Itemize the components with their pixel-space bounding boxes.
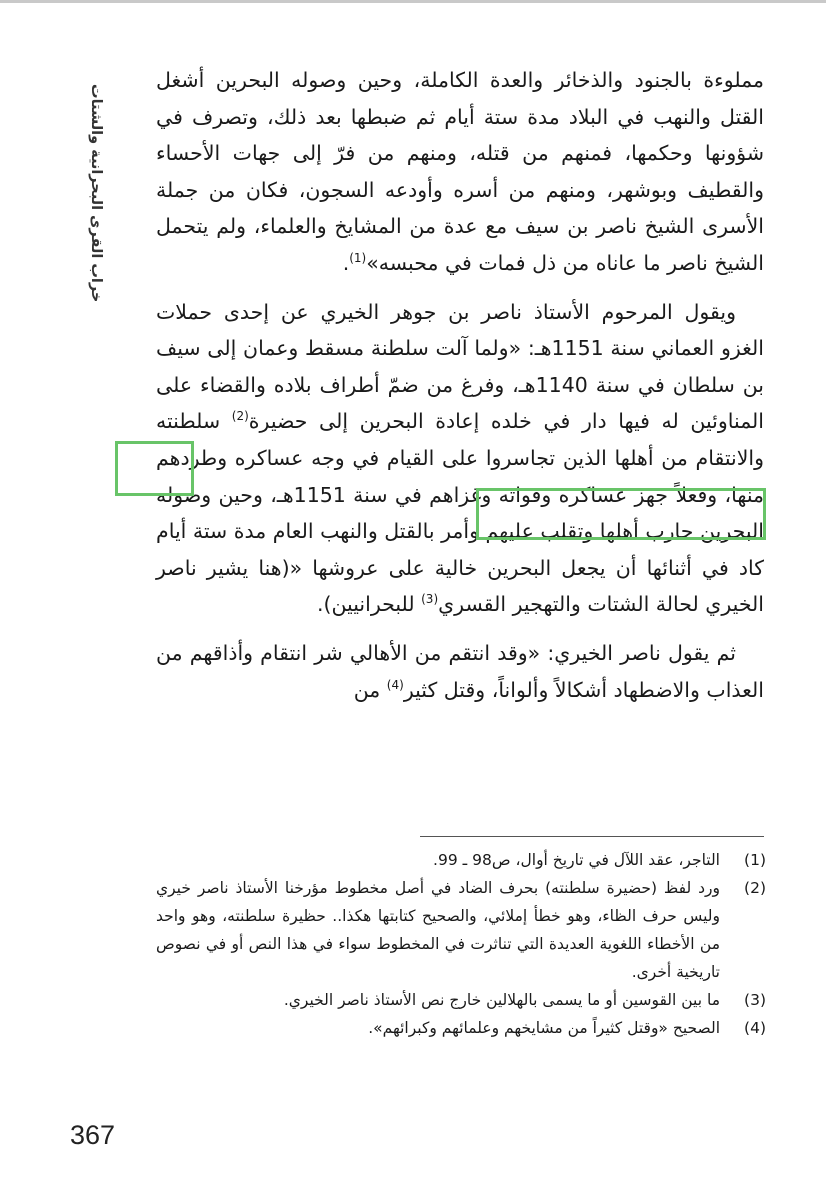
- footnote-3: [156, 986, 766, 1014]
- footnote-number: (2): [744, 879, 766, 897]
- footnotes: [156, 846, 766, 1042]
- paragraph-3-text-a: ثم يقول ناصر الخيري: «وقد انتقم من الأهالي شر انتقام وأذاقهم من العذاب والاضطهاد أشكالاً وألواناً، وقتل كثير: [156, 640, 764, 702]
- footnote-ref-1[interactable]: (1): [349, 251, 367, 266]
- footnote-1: [156, 846, 766, 874]
- footnote-text: ما بين القوسين أو ما يسمى بالهلالين خارج نص الأستاذ ناصر الخيري.: [283, 991, 720, 1009]
- footnote-ref-2[interactable]: (2): [231, 409, 249, 424]
- footnote-text: التاجر، عقد اللآل في تاريخ أوال، ص98 ـ 99.: [433, 851, 720, 869]
- footnote-text: ورد لفظ (حضيرة سلطنته) بحرف الضاد في أصل مخطوط مؤرخنا الأستاذ ناصر خيري وليس حرف الظاء، وهو خطأ إملائي، والصحيح كتابتها هكذا.. حظيرة سلطنته، وهو واحد من الأخطاء اللغوية العديدة التي تناثرت في المخطوط سواء في هذا النص أو في نصوص تاريخية أخرى.: [156, 879, 720, 981]
- footnote-separator: [420, 836, 764, 837]
- page-number: 367: [70, 1120, 116, 1150]
- paragraph-3: [156, 635, 764, 708]
- paragraph-2-text-a: ويقول المرحوم الأستاذ ناصر بن جوهر الخيري عن إحدى حملات الغزو العماني سنة 1151هـ: «ولما آلت سلطنة مسقط وعمان إلى سيف بن سلطان في سنة 1140هـ، وفرغ من ضمّ أطراف بلاده والقضاء على المناوئين له فيها دار في خلده إعادة البحرين إلى حضيرة: [156, 299, 764, 434]
- footnote-text: الصحيح «وقتل كثيراً من مشايخهم وعلمائهم وكبرائهم».: [368, 1019, 720, 1037]
- paragraph-2-text-c: للبحرانيين).: [316, 592, 422, 617]
- main-text: [156, 62, 764, 708]
- paragraph-3-text-b: من: [353, 677, 387, 702]
- paragraph-1: [156, 62, 764, 282]
- paragraph-2: [156, 294, 764, 623]
- paragraph-2-text-b: سلطنته والانتقام من أهلها الذين تجاسروا على القيام في وجه عساكره وطردهم منها، وفعلاً جهز عساكره وقواته وغزاهم في سنة 1151هـ، وحين وصوله البحرين حارب أهلها وتقلب عليهم وأمر بالقتل والنهب العام مدة ستة أيام كاد في أثنائها أن يجعل البحرين خالية على عروشها «(هنا يشير ناصر الخيري لحالة الشتات والتهجير القسري: [156, 409, 764, 617]
- footnote-ref-3[interactable]: (3): [421, 592, 439, 607]
- paragraph-1-end: .: [342, 250, 350, 275]
- footnote-ref-4[interactable]: (4): [386, 677, 404, 692]
- paragraph-1-text: مملوءة بالجنود والذخائر والعدة الكاملة، وحين وصوله البحرين أشغل القتل والنهب في البلاد مدة ستة أيام ثم ضبطها بعد ذلك، وتصرف في شؤونها وحكمها، فمنهم من قتله، ومنهم من فرّ إلى جهات الأحساء والقطيف وبوشهر، ومنهم من أسره وأودعه السجون، فكان من جملة الأسرى الشيخ ناصر بن سيف مع عدة من المشايخ والعلماء، ولم يتحمل الشيخ ناصر ما عاناه من ذل فمات في محبسه»: [156, 68, 764, 275]
- footnote-2: [156, 874, 766, 986]
- footnote-number: (3): [744, 991, 766, 1009]
- running-title: خراب القرى البحرانية والشتات: [88, 83, 104, 302]
- footnote-number: (4): [744, 1019, 766, 1037]
- footnote-4: [156, 1014, 766, 1042]
- top-edge-rule: [0, 0, 826, 3]
- footnote-number: (1): [744, 851, 766, 869]
